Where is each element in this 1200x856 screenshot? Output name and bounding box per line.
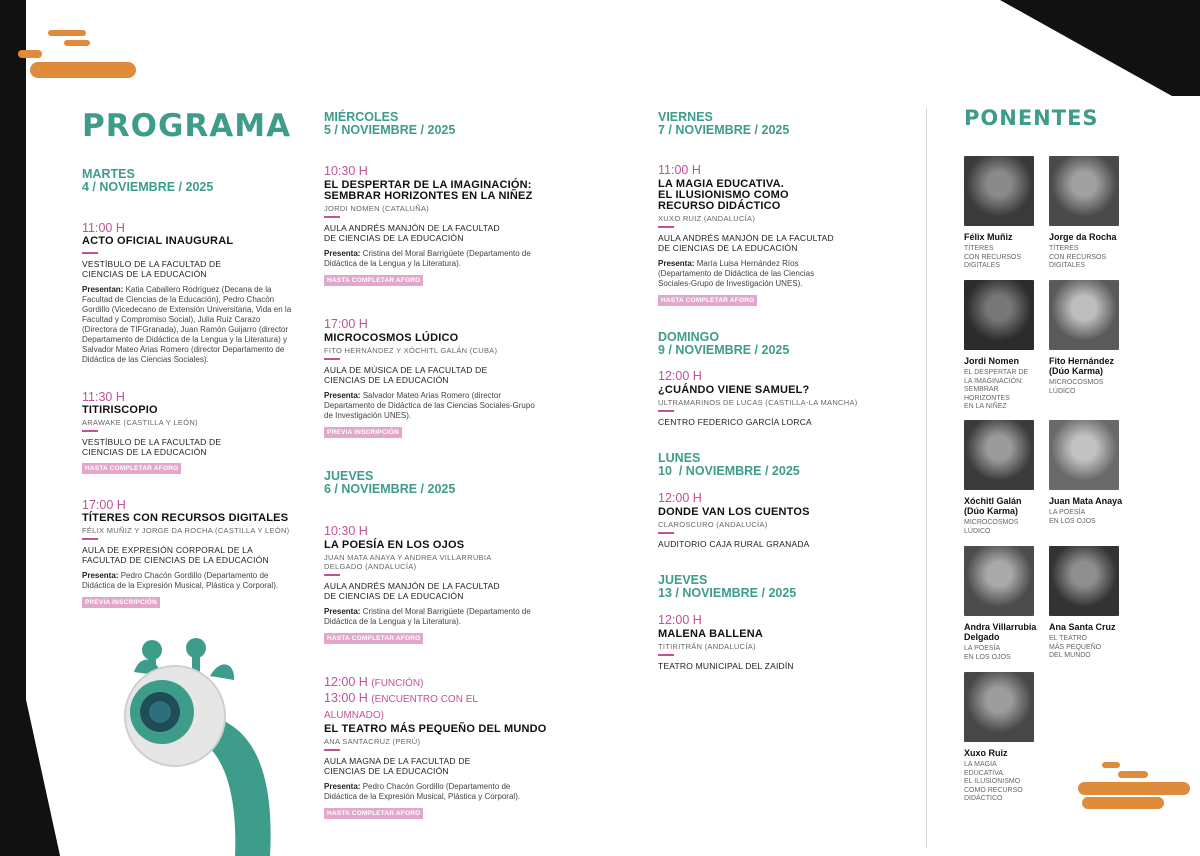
- event-note: [324, 249, 539, 269]
- date-label: 5 / NOVIEMBRE / 2025: [324, 123, 456, 137]
- event-title: TÍTERES CON RECURSOS DIGITALES: [82, 512, 289, 524]
- note-text: Cristina del Moral Barrigüete (Departamento de Didáctica de la Lengua y la Literatura).: [324, 248, 531, 268]
- speaker-topic: [964, 761, 1044, 804]
- speaker-photo: [1049, 280, 1119, 350]
- pink-rule: [324, 358, 340, 360]
- day-label: JUEVES: [324, 469, 374, 483]
- event-time: 12:00 H: [658, 613, 702, 627]
- event-performers: ANA SANTACRUZ (PERÚ): [324, 737, 421, 746]
- access-tag: HASTA COMPLETAR AFORO: [82, 463, 181, 474]
- speaker-name-line2: Delgado: [964, 632, 1000, 642]
- speaker-topic-line: EN LOS OJOS: [1049, 517, 1096, 525]
- speaker-topic-line: SEMBRAR: [964, 386, 999, 393]
- speaker-topic-line: LA IMAGINACIÓN:: [964, 377, 1024, 385]
- time-note: (FUNCIÓN): [371, 678, 424, 689]
- speaker-name: [964, 232, 1044, 242]
- event-time-line1: [324, 675, 539, 691]
- speaker-name: [964, 748, 1044, 758]
- pink-rule: [324, 216, 340, 218]
- event-samuel: [658, 369, 873, 427]
- event-performers: TITIRITRÁN (ANDALUCÍA): [658, 642, 756, 651]
- event-place-line2: CIENCIAS DE LA EDUCACIÓN: [324, 374, 449, 385]
- event-acto-oficial: [82, 221, 297, 365]
- time-note: (ENCUENTRO CON EL ALUMNADO): [324, 694, 478, 721]
- day-label: JUEVES: [658, 573, 708, 587]
- event-performers: ULTRAMARINOS DE LUCAS (CASTILLA-LA MANCHA): [658, 398, 858, 407]
- access-tag: HASTA COMPLETAR AFORO: [324, 808, 423, 819]
- speaker-name-line2: (Dúo Karma): [1049, 366, 1104, 376]
- event-place-line1: AULA ANDRÉS MANJÓN DE LA FACULTAD: [324, 222, 500, 233]
- date-label: 6 / NOVIEMBRE / 2025: [324, 482, 456, 496]
- event-time: 11:00 H: [82, 221, 125, 235]
- note-label: Presenta:: [324, 390, 361, 400]
- event-cuentos: [658, 491, 873, 549]
- jueves13-header: [658, 574, 796, 600]
- speaker-name-line1: Jorge da Rocha: [1049, 232, 1117, 242]
- speaker-card: [1049, 420, 1129, 526]
- speaker-topic: [1049, 379, 1129, 396]
- speaker-topic-line: DIGITALES: [1049, 262, 1086, 269]
- note-text: Pedro Chacón Gordillo (Departamento de Didáctica de la Expresión Musical, Plástica y Corporal).: [82, 570, 279, 590]
- speaker-topic-line: TÍTERES: [1049, 245, 1079, 252]
- speaker-topic: [964, 369, 1044, 412]
- speaker-topic-line: DEL MUNDO: [1049, 652, 1091, 659]
- speaker-topic-line: EL TEATRO: [1049, 635, 1087, 642]
- event-title: TITIRISCOPIO: [82, 404, 158, 416]
- speaker-topic-line: MÁS PEQUEÑO: [1049, 643, 1102, 651]
- note-label: Presentan:: [82, 284, 124, 294]
- speaker-card: [1049, 280, 1129, 396]
- speaker-topic-line: EL ILUSIONISMO: [964, 778, 1021, 785]
- date-label: 4 / NOVIEMBRE / 2025: [82, 180, 214, 194]
- pink-rule: [658, 226, 674, 228]
- event-place: CENTRO FEDERICO GARCÍA LORCA: [658, 416, 812, 427]
- event-performers-line2: DELGADO (ANDALUCÍA): [324, 562, 417, 571]
- speaker-name: [1049, 232, 1129, 242]
- speaker-name: [1049, 356, 1129, 376]
- event-performers: ARAWAKE (CASTILLA Y LEÓN): [82, 418, 198, 427]
- event-performers: CLAROSCURO (ANDALUCÍA): [658, 520, 768, 529]
- pink-rule: [82, 430, 98, 432]
- date-label: 13 / NOVIEMBRE / 2025: [658, 586, 797, 600]
- speaker-topic-line: COMO RECURSO: [964, 786, 1023, 794]
- event-place-line2: CIENCIAS DE LA EDUCACIÓN: [82, 446, 207, 457]
- time-value: 12:00 H: [324, 675, 368, 689]
- speaker-name-line1: Xuxo Ruiz: [964, 748, 1008, 758]
- speaker-name: [964, 496, 1044, 516]
- note-text: María Luisa Hernández Ríos (Departamento de Didáctica de las Ciencias Sociales-Grupo de Investigación UNES).: [658, 258, 815, 288]
- event-despertar: [324, 164, 539, 287]
- event-teatro: [324, 675, 547, 820]
- speaker-topic-line: LÚDICO: [964, 527, 991, 535]
- speaker-name-line1: Juan Mata Anaya: [1049, 496, 1123, 506]
- event-performers: FÉLIX MUÑIZ Y JORGE DA ROCHA (CASTILLA Y LEÓN): [82, 526, 290, 535]
- programa-title: PROGRAMA: [82, 108, 292, 144]
- speaker-name: [1049, 496, 1129, 506]
- event-title: EL TEATRO MÁS PEQUEÑO DEL MUNDO: [324, 723, 547, 735]
- speaker-topic-line: CON RECURSOS: [964, 253, 1022, 261]
- date-label: 10 / NOVIEMBRE / 2025: [658, 464, 800, 478]
- event-note: [324, 607, 539, 627]
- pink-rule: [658, 654, 674, 656]
- domingo-header: [658, 331, 789, 357]
- lunes-header: [658, 452, 800, 478]
- viernes-header: [658, 111, 789, 137]
- speaker-topic-line: HORIZONTES: [964, 394, 1010, 402]
- event-title-line3: RECURSO DIDÁCTICO: [658, 200, 781, 212]
- speaker-topic-line: CON RECURSOS: [1049, 253, 1107, 261]
- speaker-photo: [1049, 156, 1119, 226]
- event-title: ¿CUÁNDO VIENE SAMUEL?: [658, 384, 810, 396]
- event-place-line2: DE CIENCIAS DE LA EDUCACIÓN: [324, 232, 464, 243]
- speaker-name-line1: Ana Santa Cruz: [1049, 622, 1116, 632]
- event-titiriscopio: [82, 390, 297, 475]
- event-title-line2: SEMBRAR HORIZONTES EN LA NIÑEZ: [324, 190, 533, 202]
- date-label: 7 / NOVIEMBRE / 2025: [658, 123, 790, 137]
- note-text: Cristina del Moral Barrigüete (Departamento de Didáctica de la Lengua y la Literatura).: [324, 606, 531, 626]
- column-divider: [926, 108, 927, 848]
- speaker-photo: [1049, 420, 1119, 490]
- speaker-card: [964, 420, 1044, 536]
- event-place-line1: AULA DE MÚSICA DE LA FACULTAD DE: [324, 364, 488, 375]
- speaker-card: [964, 672, 1044, 804]
- speaker-topic-line: LA POESÍA: [964, 645, 1001, 652]
- speaker-card: [964, 546, 1044, 662]
- event-title: MICROCOSMOS LÚDICO: [324, 332, 459, 344]
- note-text: Katia Caballero Rodríguez (Decana de la Facultad de Ciencias de la Educación), Pedro Chacón Gordillo (Vicedecano de Extensión Universitaria, Vida en la Facultad y Compromiso Social), Julia Ruiz Carazo (Directora de TIFGranada), Juan Ramón Guijarro (director Departamento de Didáctica de la Lengua y la Literatura) y Salvador Mateo Arias Romero (director Departamento de Didáctica de las Ciencias Sociales).: [82, 284, 292, 364]
- speaker-topic: [964, 245, 1044, 271]
- event-magia: [658, 163, 873, 307]
- speaker-topic-line: LA POESÍA: [1049, 509, 1086, 516]
- martes-header: [82, 168, 213, 194]
- speaker-name: [1049, 622, 1129, 632]
- speaker-card: [964, 280, 1044, 412]
- event-time: 10:30 H: [324, 164, 368, 178]
- speaker-name-line1: Xóchitl Galán: [964, 496, 1022, 506]
- speaker-topic-line: EDUCATIVA.: [964, 769, 1005, 777]
- event-place-line2: CIENCIAS DE LA EDUCACIÓN: [82, 268, 207, 279]
- event-performers: FITO HERNÁNDEZ Y XÓCHITL GALÁN (CUBA): [324, 346, 498, 355]
- speaker-name-line1: Fito Hernández: [1049, 356, 1115, 366]
- decorative-dashes-bottom: [1078, 760, 1196, 812]
- day-label: VIERNES: [658, 110, 713, 124]
- note-text: Salvador Mateo Arias Romero (director Departamento de Didáctica de las Ciencias Sociales-Grupo de Investigación UNES).: [324, 390, 535, 420]
- decorative-dashes-top: [18, 28, 138, 80]
- speaker-topic-line: EL DESPERTAR DE: [964, 369, 1029, 376]
- event-title-line1: EL DESPERTAR DE LA IMAGINACIÓN:: [324, 179, 532, 191]
- access-tag: HASTA COMPLETAR AFORO: [658, 295, 757, 306]
- access-tag: HASTA COMPLETAR AFORO: [324, 275, 423, 286]
- event-time: 12:00 H: [658, 491, 702, 505]
- event-time-line2: [324, 691, 539, 723]
- speaker-name: [964, 622, 1044, 642]
- speaker-name-line2: (Dúo Karma): [964, 506, 1019, 516]
- access-tag: PREVIA INSCRIPCIÓN: [82, 597, 160, 608]
- event-place-line1: AULA ANDRÉS MANJÓN DE LA FACULTAD: [658, 232, 834, 243]
- event-time: 10:30 H: [324, 524, 368, 538]
- event-place-line1: VESTÍBULO DE LA FACULTAD DE: [82, 258, 222, 269]
- ponentes-title: PONENTES: [964, 106, 1099, 130]
- speaker-photo: [964, 672, 1034, 742]
- event-title: DONDE VAN LOS CUENTOS: [658, 506, 810, 518]
- pink-rule: [324, 574, 340, 576]
- speaker-topic-line: LA MAGIA: [964, 761, 997, 768]
- event-place: TEATRO MUNICIPAL DEL ZAIDÍN: [658, 660, 794, 671]
- event-place-line2: CIENCIAS DE LA EDUCACIÓN: [324, 765, 449, 776]
- event-note: [324, 391, 539, 421]
- speaker-card: [1049, 156, 1129, 271]
- speaker-photo: [1049, 546, 1119, 616]
- speaker-topic-line: EN LA NIÑEZ: [964, 403, 1007, 410]
- speaker-topic: [1049, 635, 1129, 661]
- event-time: 11:30 H: [82, 390, 125, 404]
- event-performers: XUXO RUIZ (ANDALUCÍA): [658, 214, 756, 223]
- speaker-name-line1: Félix Muñiz: [964, 232, 1013, 242]
- access-tag: PREVIA INSCRIPCIÓN: [324, 427, 402, 438]
- day-label: MARTES: [82, 167, 135, 181]
- speaker-topic-line: MICROCOSMOS: [1049, 379, 1104, 386]
- event-title-line1: LA MAGIA EDUCATIVA.: [658, 178, 785, 190]
- miercoles-header: [324, 111, 455, 137]
- day-label: LUNES: [658, 451, 701, 465]
- speaker-photo: [964, 280, 1034, 350]
- event-note: [82, 571, 294, 591]
- event-titeres: [82, 498, 297, 609]
- event-title: MALENA BALLENA: [658, 628, 764, 640]
- speaker-name: [964, 356, 1044, 366]
- event-performers-line1: JUAN MATA ANAYA Y ANDREA VILLARRUBIA: [324, 553, 492, 562]
- speaker-topic-line: DIGITALES: [964, 262, 1001, 269]
- event-note: [82, 285, 294, 365]
- event-malena: [658, 613, 873, 671]
- event-microcosmos: [324, 317, 539, 439]
- event-place-line2: DE CIENCIAS DE LA EDUCACIÓN: [324, 590, 464, 601]
- speaker-photo: [964, 156, 1034, 226]
- event-performers: JORDI NOMEN (CATALUÑA): [324, 204, 430, 213]
- event-title: ACTO OFICIAL INAUGURAL: [82, 235, 234, 247]
- date-label: 9 / NOVIEMBRE / 2025: [658, 343, 790, 357]
- event-place-line1: AULA DE EXPRESIÓN CORPORAL DE LA: [82, 544, 253, 555]
- eye-mascot-illustration: [120, 636, 280, 856]
- note-label: Presenta:: [82, 570, 119, 580]
- speaker-card: [1049, 546, 1129, 661]
- speaker-topic: [964, 519, 1044, 536]
- note-label: Presenta:: [324, 248, 361, 258]
- event-place-line2: FACULTAD DE CIENCIAS DE LA EDUCACIÓN: [82, 554, 269, 565]
- speaker-topic-line: MICROCOSMOS: [964, 519, 1019, 526]
- note-label: Presenta:: [658, 258, 695, 268]
- speaker-topic-line: LÚDICO: [1049, 387, 1076, 395]
- day-label: MIÉRCOLES: [324, 110, 399, 124]
- event-place-line1: VESTÍBULO DE LA FACULTAD DE: [82, 436, 222, 447]
- note-text: Pedro Chacón Gordillo (Departamento de Didáctica de la Expresión Musical, Plástica y Corporal).: [324, 781, 521, 801]
- event-title-line2: EL ILUSIONISMO COMO: [658, 189, 789, 201]
- event-place-line2: DE CIENCIAS DE LA EDUCACIÓN: [658, 242, 798, 253]
- time-value: 13:00 H: [324, 691, 368, 705]
- day-label: DOMINGO: [658, 330, 720, 344]
- note-label: Presenta:: [324, 781, 361, 791]
- speaker-name-line1: Jordi Nomen: [964, 356, 1020, 366]
- speaker-photo: [964, 546, 1034, 616]
- jueves6-header: [324, 470, 455, 496]
- speaker-topic-line: EN LOS OJOS: [964, 653, 1011, 661]
- event-title: LA POESÍA EN LOS OJOS: [324, 539, 465, 551]
- pink-rule: [82, 252, 98, 254]
- event-place-line1: AULA ANDRÉS MANJÓN DE LA FACULTAD: [324, 580, 500, 591]
- pink-rule: [658, 532, 674, 534]
- pink-rule: [658, 410, 674, 412]
- speaker-topic: [964, 645, 1044, 662]
- speaker-photo: [964, 420, 1034, 490]
- speaker-name-line1: Andra Villarrubia: [964, 622, 1037, 632]
- access-tag: HASTA COMPLETAR AFORO: [324, 633, 423, 644]
- event-note: [658, 259, 838, 289]
- pink-rule: [82, 538, 98, 540]
- speaker-topic-line: DIDÁCTICO: [964, 795, 1003, 802]
- speaker-card: [964, 156, 1044, 271]
- speaker-topic: [1049, 245, 1129, 271]
- event-place-line1: AULA MAGNA DE LA FACULTAD DE: [324, 755, 471, 766]
- speaker-topic: [1049, 509, 1129, 526]
- event-time: 11:00 H: [658, 163, 701, 177]
- event-poesia: [324, 524, 539, 645]
- speaker-topic-line: TÍTERES: [964, 245, 994, 252]
- note-label: Presenta:: [324, 606, 361, 616]
- event-time: 17:00 H: [82, 498, 126, 512]
- event-time: 17:00 H: [324, 317, 368, 331]
- event-time: 12:00 H: [658, 369, 702, 383]
- pink-rule: [324, 749, 340, 751]
- event-note: [324, 782, 539, 802]
- event-place: AUDITORIO CAJA RURAL GRANADA: [658, 538, 810, 549]
